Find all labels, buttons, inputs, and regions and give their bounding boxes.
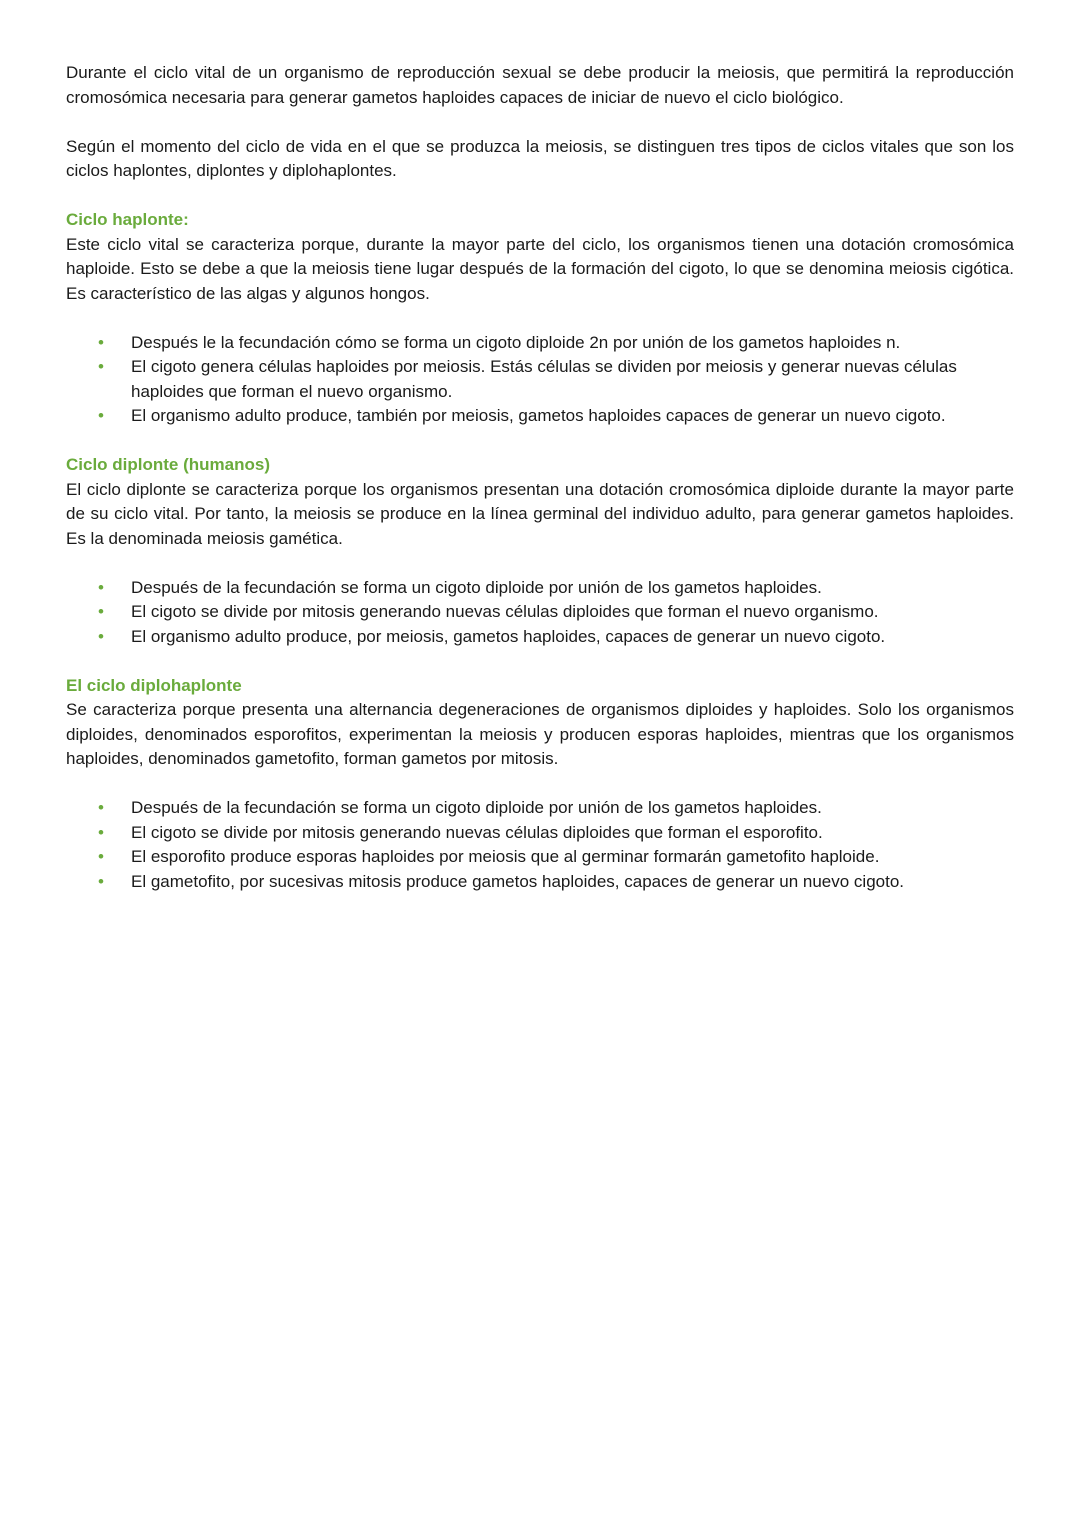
bullet-icon: • [98,406,104,425]
bullet-icon: • [98,357,104,376]
list-item-text: Después de la fecundación se forma un cigoto diploide por unión de los gametos haploides. [131,798,822,817]
list-item [98,870,1014,895]
bullet-icon: • [98,332,104,352]
section-body-diplonte: El ciclo diplonte se caracteriza porque los organismos presentan una dotación cromosómica diploide durante la mayor parte de su ciclo vital. Por tanto, la meiosis se produce en la línea germinal del individuo adulto, para generar gametos haploides. Es la denominada meiosis gamética. [66,479,1014,548]
spacer [66,649,1014,674]
bullet-icon: • [98,577,104,597]
bullet-list-diplohaplonte [66,796,1014,894]
list-item-text: El esporofito produce esporas haploides por meiosis que al germinar formarán gametofito haploide. [131,847,880,866]
bullet-icon: • [98,871,104,891]
list-item [98,600,1014,625]
list-item [98,576,1014,601]
list-item-text: El gametofito, por sucesivas mitosis produce gametos haploides, capaces de generar un nuevo cigoto. [131,871,905,891]
list-item [98,845,1014,870]
section-heading-diplohaplonte: El ciclo diplohaplonte [66,675,242,695]
bullet-list-haplonte [66,331,1014,429]
bullet-icon: • [98,602,104,621]
section-body-haplonte: Este ciclo vital se caracteriza porque, durante la mayor parte del ciclo, los organismos tienen una dotación cromosómica haploide. Esto se debe a que la meiosis tiene lugar después de la formación del cigoto, lo que se denomina meiosis cigótica. Es característico de las algas y algunos hongos. [66,234,1014,303]
list-item [98,821,1014,846]
section-heading-diplonte: Ciclo diplonte (humanos) [66,455,270,474]
bullet-icon: • [98,847,104,866]
intro-paragraph-2: Según el momento del ciclo de vida en el que se produzca la meiosis, se distinguen tres tipos de ciclos vitales que son los ciclos haplontes, diplontes y diplohaplontes. [66,136,1014,180]
list-item-text: El cigoto genera células haploides por meiosis. Estás células se dividen por meiosis y generar nuevas células haploides que forman el nuevo organismo. [131,357,957,401]
list-item-text: El organismo adulto produce, por meiosis, gametos haploides, capaces de generar un nuevo cigoto. [131,626,886,646]
section-heading-haplonte: Ciclo haplonte: [66,210,189,229]
list-item [98,331,1014,356]
spacer [66,184,1014,209]
list-item [98,625,1014,650]
spacer [66,551,1014,576]
list-item [98,355,1014,404]
spacer [66,772,1014,797]
list-item-text: El cigoto se divide por mitosis generando nuevas células diploides que forman el nuevo organismo. [131,602,879,621]
spacer [66,110,1014,135]
list-item-text: El cigoto se divide por mitosis generando nuevas células diploides que forman el esporofito. [131,822,823,842]
spacer [66,429,1014,454]
section-body-diplohaplonte: Se caracteriza porque presenta una alternancia degeneraciones de organismos diploides y haploides. Solo los organismos diploides, denominados esporofitos, experimentan la meiosis y producen esporas haploides, mientras que los organismos haploides, denominados gametofito, forman gametos por mitosis. [66,700,1014,768]
bullet-icon: • [98,822,104,842]
bullet-list-diplonte [66,576,1014,650]
intro-paragraph-1: Durante el ciclo vital de un organismo de reproducción sexual se debe producir la meiosis, que permitirá la reproducción cromosómica necesaria para generar gametos haploides capaces de iniciar de nuevo el ciclo biológico. [66,63,1014,107]
list-item [98,404,1014,429]
list-item-text: El organismo adulto produce, también por meiosis, gametos haploides capaces de generar un nuevo cigoto. [131,406,946,425]
list-item-text: Después le la fecundación cómo se forma un cigoto diploide 2n por unión de los gametos haploides n. [131,332,901,352]
list-item [98,796,1014,821]
list-item-text: Después de la fecundación se forma un cigoto diploide por unión de los gametos haploides. [131,577,822,597]
bullet-icon: • [98,798,104,817]
spacer [66,306,1014,331]
bullet-icon: • [98,626,104,646]
